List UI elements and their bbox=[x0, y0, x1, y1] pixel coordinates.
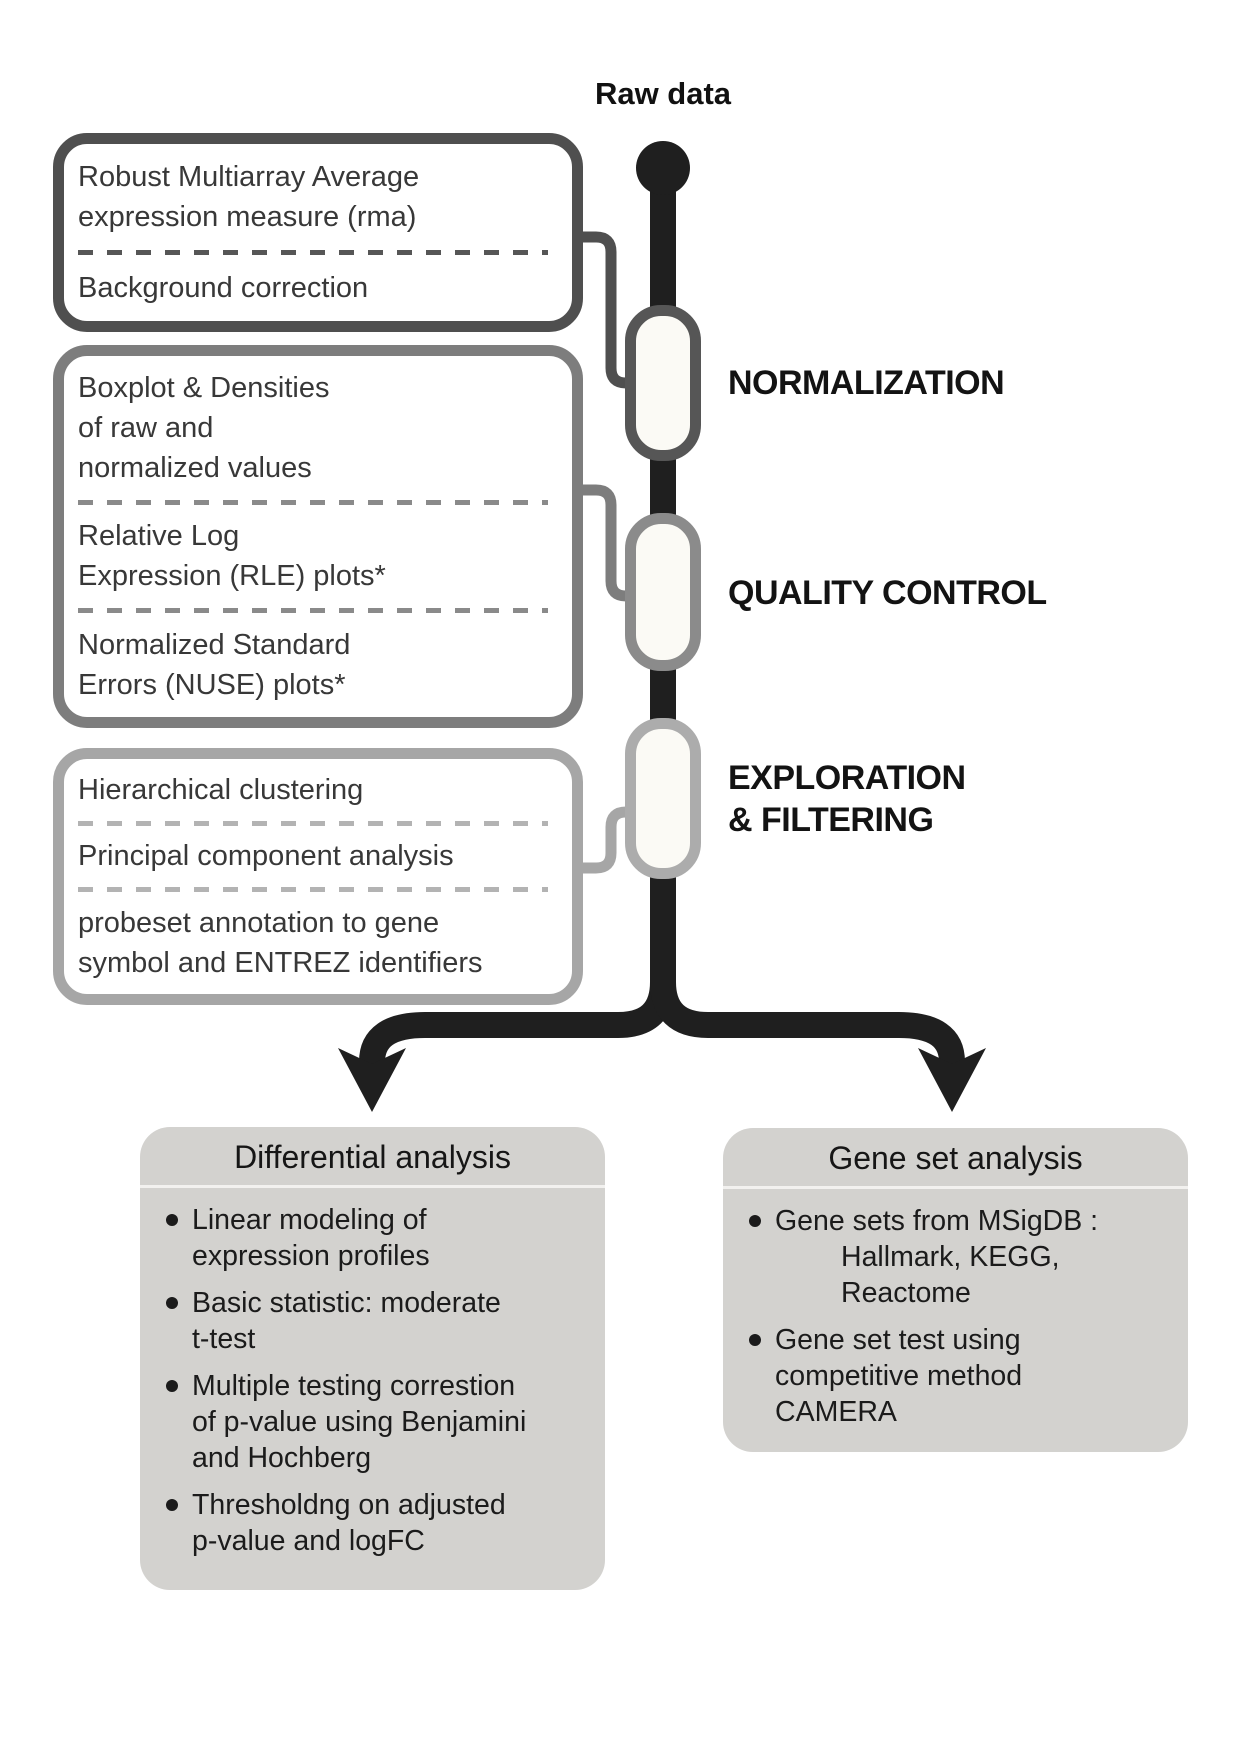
bullet-icon bbox=[166, 1380, 178, 1392]
panel-gene-set-analysis bbox=[723, 1128, 1188, 1452]
stage-pill-quality-control bbox=[625, 513, 701, 671]
step-nuse-plots: Normalized Standard Errors (NUSE) plots* bbox=[78, 629, 351, 702]
stage-pill-exploration bbox=[625, 718, 701, 879]
list-item: Gene set test using competitive method CAMERA bbox=[749, 1322, 1172, 1430]
step-pca: Principal component analysis bbox=[78, 840, 454, 873]
stage-label-exploration: EXPLORATION & FILTERING bbox=[728, 759, 966, 839]
bullet-icon bbox=[166, 1297, 178, 1309]
list-item: Multiple testing correstion of p-value using Benjamini and Hochberg bbox=[166, 1368, 589, 1476]
step-rma: Robust Multiarray Average expression measure (rma) bbox=[78, 161, 420, 233]
dashed-divider bbox=[78, 887, 548, 892]
panel-differential-analysis bbox=[140, 1127, 605, 1590]
stage-pill-normalization bbox=[625, 305, 701, 461]
box-quality-control-methods bbox=[53, 345, 583, 728]
panel-body bbox=[723, 1189, 1188, 1430]
list-item: Gene sets from MSigDB : Hallmark, KEGG, Reactome bbox=[749, 1203, 1172, 1311]
panel-body bbox=[140, 1188, 605, 1559]
list-item: Basic statistic: moderate t-test bbox=[166, 1285, 589, 1357]
stage-label-quality-control: QUALITY CONTROL bbox=[728, 574, 1047, 612]
box-normalization-methods bbox=[53, 133, 583, 332]
list-item: Linear modeling of expression profiles bbox=[166, 1202, 589, 1274]
step-boxplot-densities: Boxplot & Densities of raw and normalized values bbox=[78, 371, 330, 484]
step-hierarchical-clustering: Hierarchical clustering bbox=[78, 773, 364, 806]
step-probeset-annotation: probeset annotation to gene symbol and ENTREZ identifiers bbox=[78, 907, 483, 980]
step-background-correction: Background correction bbox=[78, 272, 369, 304]
bullet-icon bbox=[166, 1214, 178, 1226]
stage-label-normalization: NORMALIZATION bbox=[728, 364, 1005, 402]
fork-branch-right bbox=[663, 945, 952, 1066]
bullet-icon bbox=[166, 1499, 178, 1511]
dashed-divider bbox=[78, 250, 548, 255]
panel-title: Gene set analysis bbox=[723, 1128, 1188, 1189]
raw-data-dot bbox=[636, 141, 690, 195]
bullet-icon bbox=[749, 1334, 761, 1346]
step-rle-plots: Relative Log Expression (RLE) plots* bbox=[78, 520, 386, 593]
raw-data-label: Raw data bbox=[594, 76, 732, 111]
panel-title: Differential analysis bbox=[140, 1127, 605, 1188]
bullet-icon bbox=[749, 1215, 761, 1227]
dashed-divider bbox=[78, 500, 548, 505]
dashed-divider bbox=[78, 821, 548, 826]
box-exploration-methods bbox=[53, 748, 583, 1005]
list-item: Thresholdng on adjusted p-value and logFC bbox=[166, 1487, 589, 1559]
dashed-divider bbox=[78, 608, 548, 613]
